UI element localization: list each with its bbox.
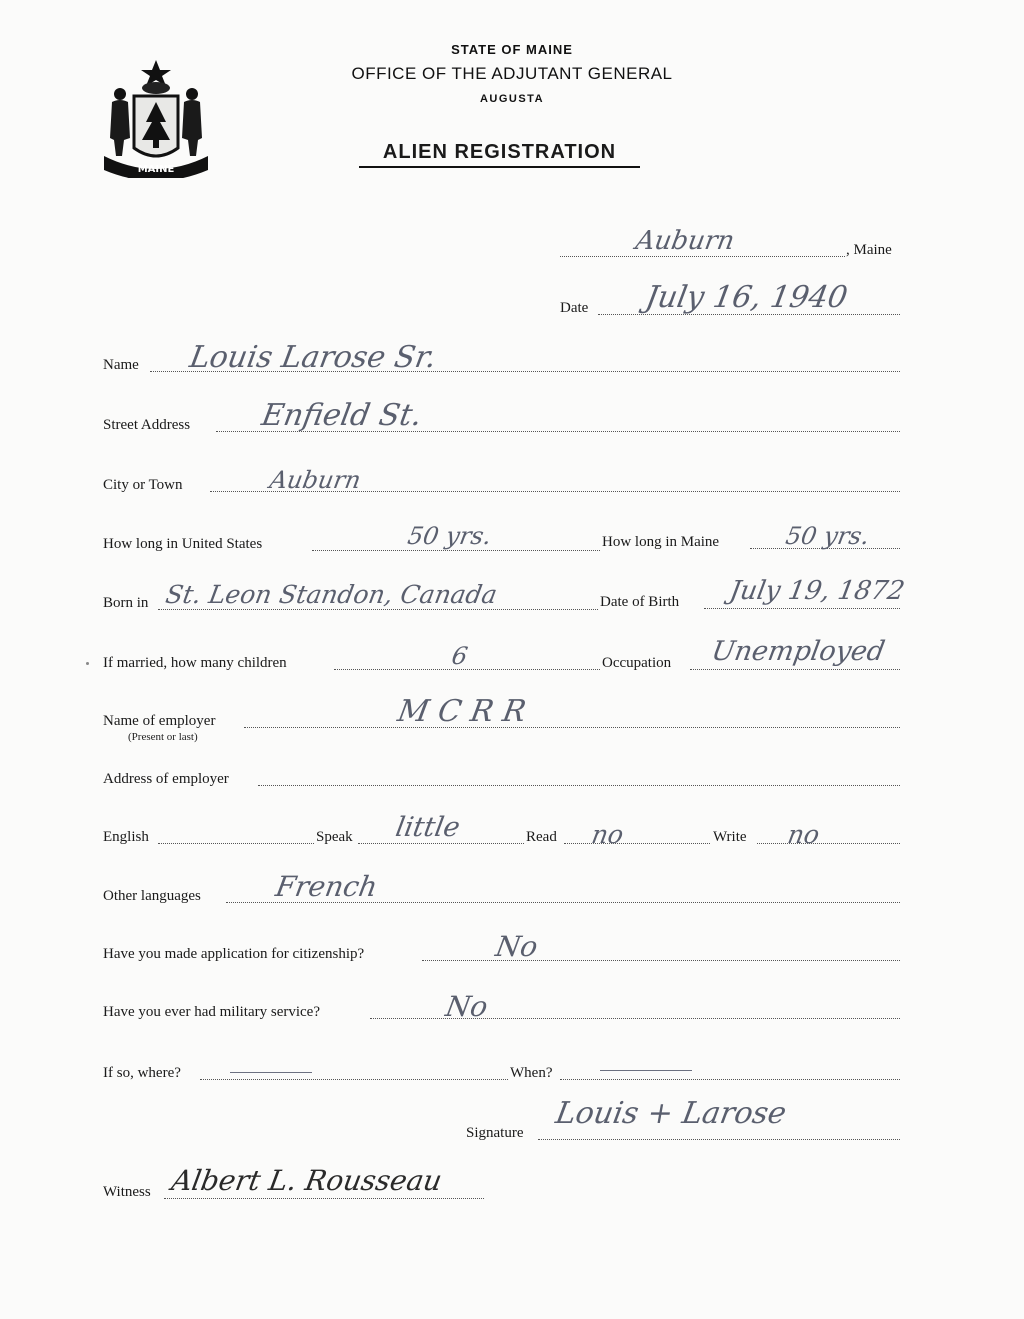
how-long-maine-label: How long in Maine [602,534,720,550]
born-in-line [158,609,598,610]
how-long-maine-value[interactable]: 50 yrs. [783,522,872,550]
employer-address-label: Address of employer [103,771,229,787]
write-label: Write [713,829,747,845]
when-dash [600,1070,692,1071]
occupation-value[interactable]: Unemployed [709,636,888,667]
born-in-value[interactable]: St. Leon Standon, Canada [163,580,500,609]
read-label: Read [526,829,557,845]
date-of-birth-line [704,608,900,609]
children-line [334,669,600,670]
speak-label: Speak [316,829,353,845]
date-value[interactable]: July 16, 1940 [642,280,851,315]
date-label: Date [560,300,589,316]
english-label: English [103,829,149,845]
svg-text:MAINE: MAINE [137,164,175,175]
other-languages-label: Other languages [103,888,201,904]
how-long-us-line [312,550,600,551]
citizenship-label: Have you made application for citizenship? [103,946,365,962]
date-of-birth-value[interactable]: July 19, 1872 [727,576,907,606]
town-line [560,256,845,257]
street-value[interactable]: Enfield St. [258,398,425,433]
citizenship-value[interactable]: No [493,930,541,963]
how-long-us-value[interactable]: 50 yrs. [405,522,494,550]
write-value[interactable]: no [785,820,822,849]
maine-label: , Maine [846,242,892,258]
occupation-label: Occupation [602,655,672,671]
state-heading: STATE OF MAINE [451,42,573,57]
write-line [757,843,900,844]
where-dash [230,1072,312,1073]
employer-note: (Present or last) [128,731,198,743]
occupation-line [690,669,900,670]
witness-line [164,1198,484,1199]
children-label: If married, how many children [103,655,287,671]
military-label: Have you ever had military service? [103,1004,320,1020]
employer-value[interactable]: M C R R [394,694,529,729]
signature-label: Signature [466,1125,524,1141]
street-label: Street Address [103,417,191,433]
where-label: If so, where? [103,1065,181,1081]
name-value[interactable]: Louis Larose Sr. [186,340,439,375]
born-in-label: Born in [103,595,149,611]
signature-value[interactable]: Louis + Larose [552,1096,789,1131]
employer-line [244,727,900,728]
speak-line [358,843,524,844]
when-line [560,1079,900,1080]
other-languages-value[interactable]: French [273,870,381,903]
town-value[interactable]: Auburn [633,226,737,256]
margin-mark [86,662,89,665]
english-line [158,843,314,844]
witness-label: Witness [103,1184,151,1200]
witness-value[interactable]: Albert L. Rousseau [169,1164,445,1197]
name-label: Name [103,357,139,373]
employer-label: Name of employer [103,713,216,729]
employer-address-line [258,785,900,786]
military-value[interactable]: No [443,990,491,1023]
where-line [200,1079,508,1080]
city-label: City or Town [103,477,183,493]
office-heading: OFFICE OF THE ADJUTANT GENERAL [351,64,673,83]
when-label: When? [510,1065,553,1081]
city-value[interactable]: Auburn [267,466,364,494]
city-heading: AUGUSTA [479,93,545,105]
how-long-us-label: How long in United States [103,536,263,552]
children-value[interactable]: 6 [449,642,470,670]
read-value[interactable]: no [589,820,626,849]
form-title: ALIEN REGISTRATION [359,141,640,168]
read-line [564,843,710,844]
signature-line [538,1139,900,1140]
speak-value[interactable]: little [393,812,463,843]
date-of-birth-label: Date of Birth [600,594,680,610]
